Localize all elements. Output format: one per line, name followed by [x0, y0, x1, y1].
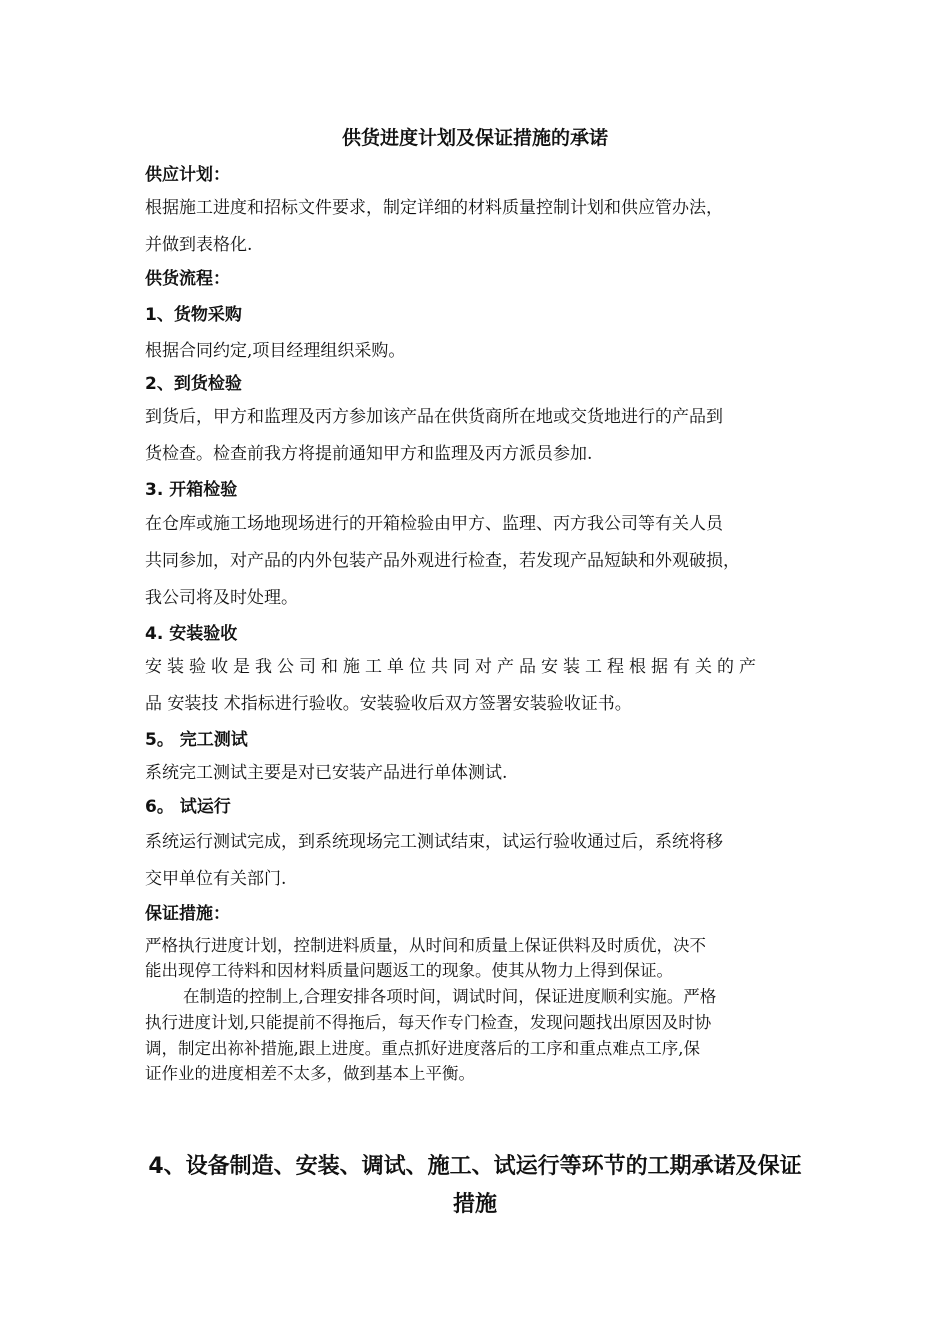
step-text-line: 到货后，甲方和监理及丙方参加该产品在供货商所在地或交货地进行的产品到: [145, 407, 723, 427]
step-title: 1、货物采购: [145, 305, 242, 325]
step-text-line: 共同参加，对产品的内外包装产品外观进行检查，若发现产品短缺和外观破损，: [145, 551, 740, 571]
guarantee-text-line: 证作业的进度相差不太多，做到基本上平衡。: [145, 1064, 475, 1083]
document-title: 供货进度计划及保证措施的承诺: [341, 127, 608, 149]
step-text-line: 交甲单位有关部门.: [145, 869, 287, 889]
supply-plan-heading: 供应计划：: [145, 165, 230, 185]
guarantee-text-line: 能出现停工待料和因材料质量问题返工的现象。使其从物力上得到保证。: [145, 961, 673, 980]
step-title: 4. 安装验收: [145, 624, 238, 644]
guarantee-text-line: 在制造的控制上,合理安排各项时间，调试时间，保证进度顺利实施。严格: [183, 987, 717, 1006]
step-text-line: 在仓库或施工场地现场进行的开箱检验由甲方、监理、丙方我公司等有关人员: [145, 514, 723, 534]
step-text-line: 我公司将及时处理。: [145, 588, 298, 608]
guarantee-text-line: 严格执行进度计划，控制进料质量，从时间和质量上保证供料及时质优，决不: [145, 936, 706, 955]
step-text-line: 品 安装技 术指标进行验收。安装验收后双方签署安装验收证书。: [145, 694, 632, 714]
step-text-line: 根据合同约定,项目经理组织采购。: [145, 341, 406, 361]
step-title: 2、到货检验: [145, 374, 242, 394]
step-text-line: 安装验收是我公司和施工单位共同对产品安装工程根据有关的产: [145, 657, 761, 677]
step-title: 5。 完工测试: [145, 730, 248, 750]
step-text-line: 系统完工测试主要是对已安装产品进行单体测试.: [145, 763, 508, 783]
guarantee-heading: 保证措施：: [145, 904, 230, 924]
step-text-line: 货检查。检查前我方将提前通知甲方和监理及丙方派员参加.: [145, 444, 593, 464]
step-title: 3. 开箱检验: [145, 480, 238, 500]
section-4-title-line: 4、设备制造、安装、调试、施工、试运行等环节的工期承诺及保证: [148, 1154, 802, 1179]
section-4-title-line: 措施: [452, 1192, 497, 1217]
supply-plan-text-line: 并做到表格化.: [145, 235, 253, 255]
supply-plan-text-line: 根据施工进度和招标文件要求，制定详细的材料质量控制计划和供应管办法，: [145, 198, 723, 218]
guarantee-text-line: 调，制定出祢补措施,跟上进度。重点抓好进度落后的工序和重点难点工序,保: [145, 1039, 700, 1058]
guarantee-text-line: 执行进度计划,只能提前不得拖后，每天作专门检查，发现问题找出原因及时协: [145, 1013, 712, 1032]
process-heading: 供货流程：: [145, 269, 230, 289]
step-text-line: 系统运行测试完成，到系统现场完工测试结束，试运行验收通过后，系统将移: [145, 832, 723, 852]
step-title: 6。 试运行: [145, 797, 231, 817]
